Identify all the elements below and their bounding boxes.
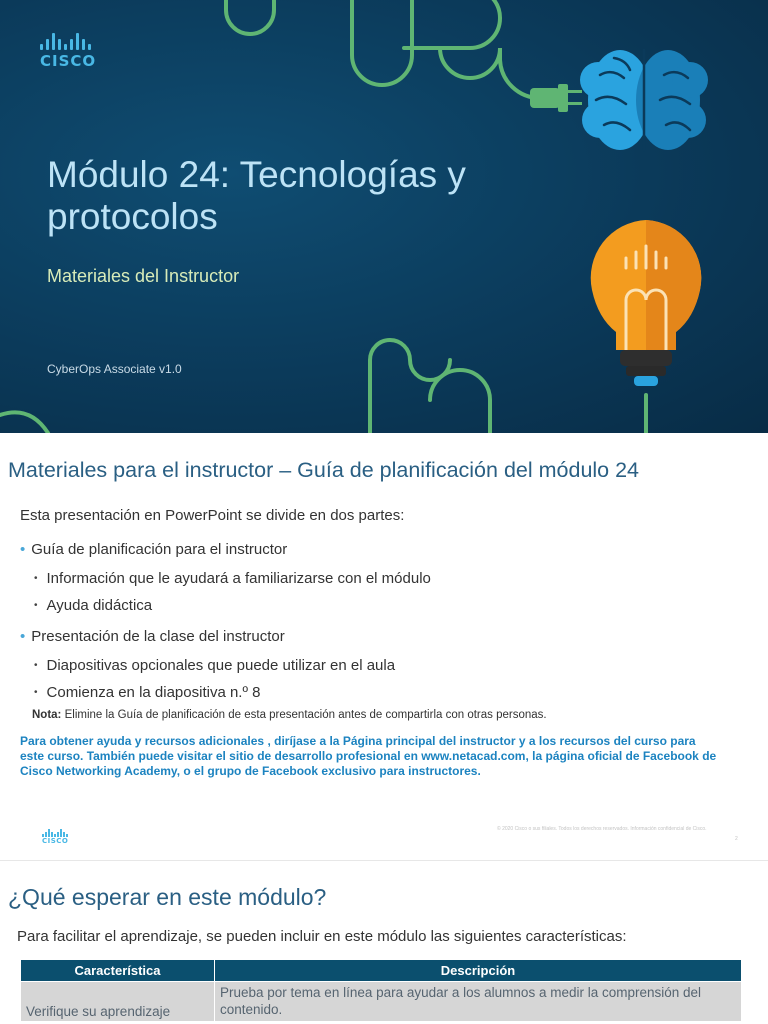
intro-text: Esta presentación en PowerPoint se divide en dos partes: (20, 507, 405, 524)
help-text: Para obtener ayuda y recursos adicionales , diríjase a la Página principal del instructor y a los recursos del curso para este curso. También puede visitar el sitio de desarrollo profesional en www.netacad.com, la página oficial de Facebook de Cisco Networking Academy, o el grupo de Facebook exclusivo para instructores. (20, 734, 717, 778)
bullet-icon: • (34, 687, 38, 698)
cisco-wordmark: CISCO (40, 52, 97, 70)
description-cell: Prueba por tema en línea para ayudar a los alumnos a medir la comprensión del contenido. (215, 982, 742, 1022)
bullet-item: • Guía de planificación para el instructor (20, 541, 288, 558)
bullet-icon: • (20, 541, 26, 558)
feature-cell: Verifique su aprendizaje (21, 982, 215, 1022)
cisco-wordmark: CISCO (42, 837, 69, 845)
column-header: Descripción (215, 960, 742, 982)
brain-icon (580, 50, 708, 150)
circuit-line (0, 412, 48, 433)
features-table (20, 959, 742, 1022)
circuit-line (370, 340, 450, 433)
circuit-line (404, 0, 500, 48)
cisco-bars-icon (42, 829, 72, 837)
lightbulb-icon (591, 220, 702, 386)
bullet-item: • Presentación de la clase del instructor (20, 628, 285, 645)
bullet-icon: • (34, 660, 38, 671)
cisco-logo (40, 32, 110, 70)
module-expectations-slide (0, 861, 768, 1024)
sub-bullet-item: • Diapositivas opcionales que puede utilizar en el aula (34, 657, 396, 674)
cisco-bars-icon (40, 32, 110, 50)
bullet-icon: • (34, 600, 38, 611)
table-header-row (21, 960, 742, 982)
plug-icon (530, 84, 582, 112)
note-text: Elimine la Guía de planificación de esta presentación antes de compartirla con otras personas. (64, 709, 547, 721)
page-number: 2 (735, 836, 738, 842)
title-slide (0, 0, 768, 433)
table-row (21, 982, 742, 1022)
slide-title: Módulo 24: Tecnologías y protocolos (47, 154, 466, 237)
instructor-materials-slide (0, 433, 768, 860)
circuit-line (352, 0, 412, 85)
note-label: Nota: (32, 709, 62, 721)
slide-subtitle: Materiales del Instructor (47, 266, 240, 286)
slide-title: ¿Qué esperar en este módulo? (8, 884, 327, 910)
intro-text: Para facilitar el aprendizaje, se pueden incluir en este módulo las siguientes características: (17, 928, 627, 945)
course-name: CyberOps Associate v1.0 (47, 362, 182, 376)
sub-bullet-item: • Ayuda didáctica (34, 597, 153, 614)
sub-bullet-item: • Información que le ayudará a familiarizarse con el módulo (34, 570, 431, 587)
copyright-text: © 2020 Cisco o sus filiales. Todos los derechos reservados. Información confidencial de Cisco. (497, 826, 707, 832)
bullet-icon: • (20, 628, 26, 645)
note (32, 709, 547, 721)
circuit-line (226, 0, 274, 34)
column-header: Característica (21, 960, 215, 982)
circuit-line (430, 370, 490, 433)
bullet-icon: • (34, 573, 38, 584)
slide-title: Materiales para el instructor – Guía de planificación del módulo 24 (8, 458, 640, 482)
sub-bullet-item: • Comienza en la diapositiva n.º 8 (34, 684, 261, 701)
footer-cisco-logo (42, 829, 72, 847)
